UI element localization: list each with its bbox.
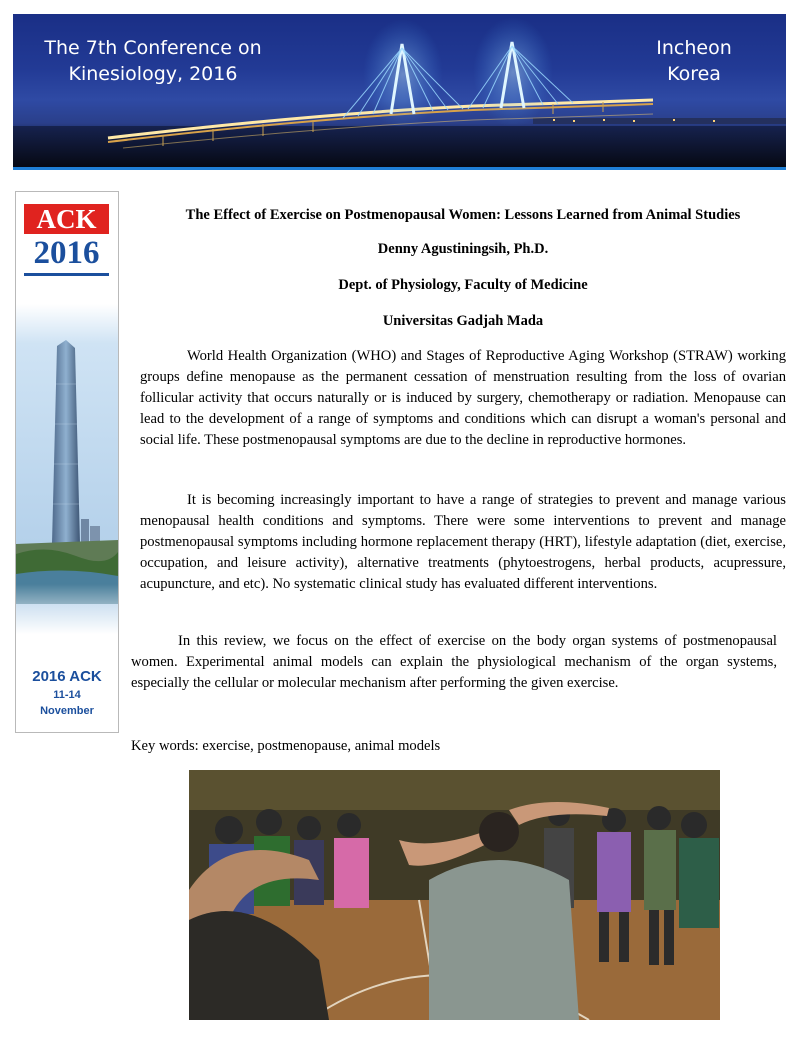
abstract-paragraph-3: In this review, we focus on the effect of exercise on the body organ systems of postmenopausal women. Experimental animal models can explain the physiological mechanism of the organ systems, especially the cellular or molecular mechanism after performing the given exercise. [131,633,777,691]
abstract-paragraph-2: It is becoming increasingly important to have a range of strategies to prevent and manage various menopausal health conditions and symptoms. There were some interventions to prevent and manage postmenopausal symptoms including hormone replacement therapy (HRT), lifestyle adaptation (diet, exercise, occupation, and leisure activity), alternative treatments (phytoestrogens, herbal products, acupressure, acupuncture, and etc). No systematic clinical study has evaluated different interventions. [140,492,786,592]
event-name: 2016 ACK [32,668,102,685]
event-dates: 11-14 [53,689,81,701]
conference-title-line1: The 7th Conference on [44,37,262,59]
abstract-paragraph-1: World Health Organization (WHO) and Stages of Reproductive Aging Workshop (STRAW) working groups define menopause as the permanent cessation of menstruation resulting from the loss of ovarian follicular activity that occurs naturally or is induced by surgery, chemotherapy or radiation. Menopause can lead to the development of a range of symptoms and conditions which can disrupt a woman's personal and social life. These postmenopausal symptoms are due to the decline in reproductive hormones. [140,348,786,448]
banner-divider [13,167,786,170]
location-country: Korea [667,63,721,85]
skyscraper-image [16,304,118,634]
conference-title-line2: Kinesiology, 2016 [68,63,238,85]
article-title: The Effect of Exercise on Postmenopausal Women: Lessons Learned from Animal Studies [185,207,741,223]
article-university: Universitas Gadjah Mada [382,313,544,329]
logo-underline [24,273,109,276]
conference-banner [13,14,786,170]
event-sidebar [15,191,119,733]
conference-location [639,35,749,87]
conference-title [33,35,273,87]
event-month: November [40,705,94,717]
exercise-class-photo [189,770,720,1020]
location-city: Incheon [656,37,732,59]
ack-logo-year: 2016 [33,235,100,271]
ack-logo-acronym: ACK [24,204,109,234]
article-keywords: Key words: exercise, postmenopause, animal models [131,738,441,754]
article-department: Dept. of Physiology, Faculty of Medicine [338,277,588,293]
article-author: Denny Agustiningsih, Ph.D. [377,241,549,257]
exercise-class-image [189,770,720,1020]
